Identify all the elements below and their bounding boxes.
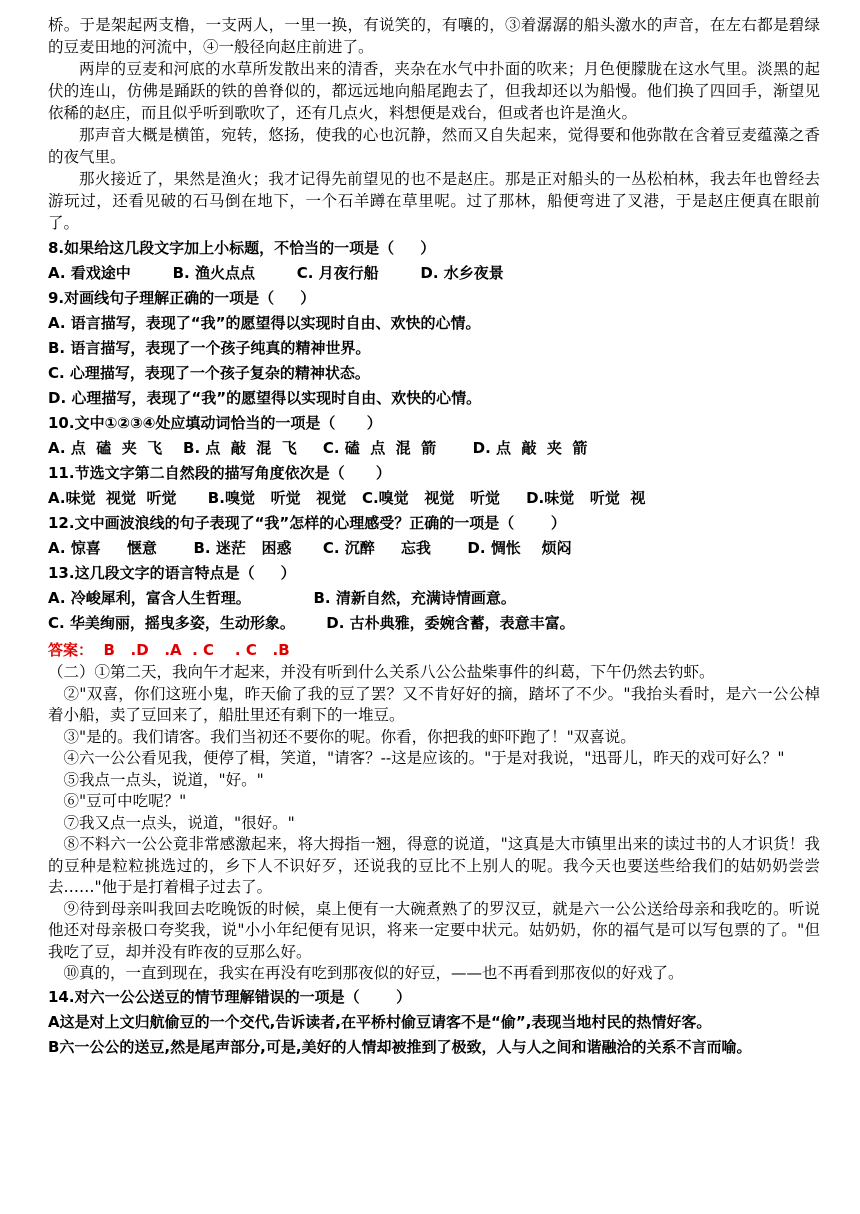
section-2: [48, 662, 820, 985]
question-9-option-b: B. 语言描写，表现了一个孩子纯真的精神世界。: [48, 339, 371, 357]
passage2-paragraph-5: ⑤我点一点头，说道，"好。": [63, 770, 264, 789]
passage2-paragraph-1: [48, 662, 820, 684]
question-9-option-a: A. 语言描写，表现了“我”的愿望得以实现时自由、欢快的心情。: [48, 314, 481, 332]
question-10: 10.文中①②③④处应填动词恰当的一项是（ ）: [48, 414, 382, 432]
passage2-paragraph-10: ⑩真的，一直到现在，我实在再没有吃到那夜似的好豆，——也不再看到那夜似的好戏了。: [63, 964, 684, 982]
question-14-option-b: B六一公公的送豆,然是尾声部分,可是,美好的人情却被推到了极致，人与人之间和谐融洽的关系不言而喻。: [48, 1037, 752, 1056]
question-14: 14.对六一公公送豆的情节理解错误的一项是（ ）: [48, 987, 412, 1006]
passage2-paragraph-2: ②"双喜，你们这班小鬼，昨天偷了我的豆了罢？又不肯好好的摘，踏坏了不少。"我抬头看时，是六一公公棹着小船，卖了豆回来了，船肚里还有剩下的一堆豆。: [48, 684, 820, 724]
question-12: 12.文中画波浪线的句子表现了“我”怎样的心理感受？正确的一项是（ ）: [48, 514, 566, 532]
passage2-paragraph-7: ⑦我又点一点头，说道，"很好。": [63, 813, 295, 832]
question-11-options: A.味觉 视觉 听觉 B.嗅觉 听觉 视觉 C.嗅觉 视觉 听觉 D.味觉 听觉 视: [48, 489, 646, 507]
question-13: 13.这几段文字的语言特点是（ ）: [48, 564, 296, 582]
passage2-paragraph-4: ④六一公公看见我，便停了楫，笑道，"请客？--这是应该的。"于是对我说，"迅哥儿，昨天的戏可好么？": [63, 749, 785, 767]
passage1-paragraph-1: 桥。于是架起两支橹，一支两人，一里一换，有说笑的，有嚷的，③着潺潺的船头激水的声音，在左右都是碧绿的豆麦田地的河流中，④一般径向赵庄前进了。: [48, 16, 820, 56]
passage1-paragraph-2: 两岸的豆麦和河底的水草所发散出来的清香，夹杂在水气中扑面的吹来；月色便朦胧在这水气里。淡黑的起伏的连山，仿佛是踊跃的铁的兽脊似的，都远远地向船尾跑去了，但我却还以为船慢。他们换了四回手，渐望见依稀的赵庄，而且似乎听到歌吹了，还有几点火，料想便是戏台，但或者也许是渔火。: [48, 60, 820, 122]
document-page: [48, 14, 820, 1060]
question-12-options: A. 惊喜 惬意 B. 迷茫 困惑 C. 沉醉 忘我 D. 惆怅 烦闷: [48, 539, 572, 557]
question-11: 11.节选文字第二自然段的描写角度依次是（ ）: [48, 464, 391, 482]
question-13-options-cd: C. 华美绚丽，摇曳多姿，生动形象。 D. 古朴典雅，委婉含蓄，表意丰富。: [48, 614, 575, 632]
answer-key: 答案： B .D .A . C . C .B: [48, 641, 290, 659]
passage2-paragraph-9: ⑨待到母亲叫我回去吃晚饭的时候，桌上便有一大碗煮熟了的罗汉豆，就是六一公公送给母亲和我吃的。听说他还对母亲极口夸奖我，说"小小年纪便有见识，将来一定要中状元。姑奶奶，你的福气是可以写包票的了。"但我吃了豆，却并没有昨夜的豆那么好。: [48, 899, 820, 961]
section-2-title: （二）: [48, 663, 95, 681]
passage1-paragraph-4: 那火接近了，果然是渔火；我才记得先前望见的也不是赵庄。那是正对船头的一丛松柏林，我去年也曾经去游玩过，还看见破的石马倒在地下，一个石羊蹲在草里呢。过了那林，船便弯进了叉港，于是赵庄便真在眼前了。: [48, 170, 820, 232]
passage2-paragraph-3: ③"是的。我们请客。我们当初还不要你的呢。你看，你把我的虾吓跑了！"双喜说。: [63, 727, 636, 746]
question-9-option-d: D. 心理描写，表现了“我”的愿望得以实现时自由、欢快的心情。: [48, 389, 482, 407]
passage2-text-1: ①第二天，我向午才起来，并没有听到什么关系八公公盐柴事件的纠葛，下午仍然去钓虾。: [94, 663, 715, 681]
question-9-option-c: C. 心理描写，表现了一个孩子复杂的精神状态。: [48, 364, 370, 382]
question-8: 8.如果给这几段文字加上小标题，不恰当的一项是（ ）: [48, 239, 436, 257]
passage2-paragraph-8: ⑧不料六一公公竟非常感激起来，将大拇指一翘，得意的说道，"这真是大市镇里出来的读过书的人才识货！我的豆种是粒粒挑选过的，乡下人不识好歹，还说我的豆比不上别人的呢。我今天也要送些给我们的姑奶奶尝尝去……"他于是打着楫子过去了。: [48, 835, 820, 896]
question-9: 9.对画线句子理解正确的一项是（ ）: [48, 289, 316, 307]
passage1-paragraph-3: 那声音大概是横笛，宛转，悠扬，使我的心也沉静，然而又自失起来，觉得要和他弥散在含着豆麦蕴藻之香的夜气里。: [48, 126, 820, 166]
question-14-option-a: A这是对上文归航偷豆的一个交代,告诉读者,在平桥村偷豆请客不是“偷”,表现当地村民的热情好客。: [48, 1012, 712, 1031]
passage2-paragraph-6: ⑥"豆可中吃呢？": [63, 792, 187, 810]
question-10-options: A. 点 磕 夹 飞 B. 点 敲 混 飞 C. 磕 点 混 箭 D. 点 敲 夹 箭: [48, 439, 588, 457]
question-13-options-ab: A. 冷峻犀利，富含人生哲理。 B. 清新自然，充满诗情画意。: [48, 589, 516, 607]
question-8-options: A. 看戏途中 B. 渔火点点 C. 月夜行船 D. 水乡夜景: [48, 264, 504, 282]
